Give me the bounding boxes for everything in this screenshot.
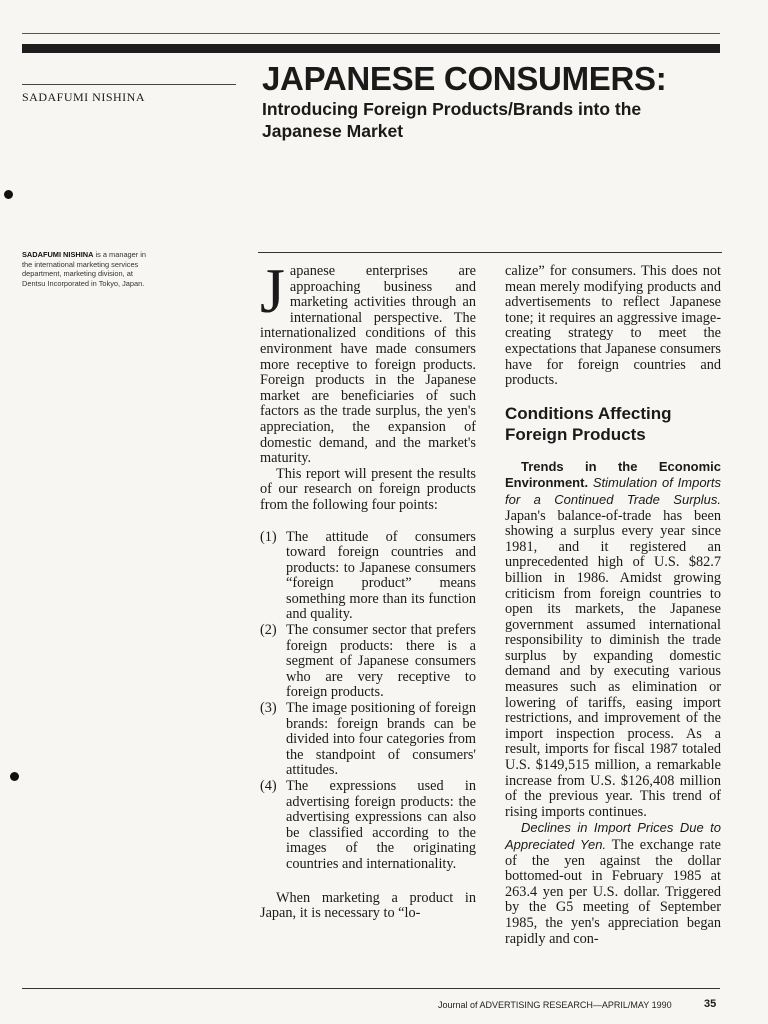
list-number: (1)	[260, 528, 277, 545]
localize-continued: calize” for consumers. This does not mean merely modifying products and advertisements to reflect Japanese tone; it requires an aggressive image-creating strategy to meet the expectations that Japanese consumers have for foreign countries and products.	[505, 263, 721, 389]
column-left	[260, 255, 476, 922]
subsection-heading: Trends in the Economic Environment.	[505, 458, 721, 491]
intro-paragraph	[260, 255, 476, 467]
list-text: The attitude of consumers toward foreign countries and products: to Japanese consumers “foreign product” means something more than its function and quality.	[286, 528, 476, 623]
column-right	[505, 264, 721, 947]
journal-footer: Journal of ADVERTISING RESEARCH—APRIL/MAY 1990	[438, 1000, 672, 1010]
subsection-subhead: Declines in Import Prices Due to Appreciated Yen.	[505, 820, 721, 852]
author-bio	[22, 250, 152, 288]
points-list	[260, 530, 476, 873]
top-bar	[22, 44, 720, 53]
list-number: (4)	[260, 778, 277, 794]
bio-text: is a manager in the international marketing services department, marketing division, at Dentsu Incorporated in Tokyo, Japan.	[22, 250, 147, 288]
paragraph-text: Japan's balance-of-trade has been showing a surplus every year since 1981, and it registered an unprecedented high of U.S. $82.7 billion in 1986. Amidst growing criticism from foreign countries to open its markets, the Japanese government assumed international responsibility to diminish the trade surplus by expanding domestic demand and by executing various measures such as elimination or lowering of tariffs, easing import restrictions, and improvement of the import inspection process. As a result, imports for fiscal 1987 totaled U.S. $149,515 million, a remarkable increase from U.S. $126,408 million of the previous year. This trend of rising imports continues.	[505, 507, 721, 820]
top-rule	[22, 33, 720, 34]
report-paragraph: This report will present the results of our research on foreign products from the following four points:	[260, 465, 476, 513]
body-top-rule	[258, 252, 722, 253]
localize-paragraph: When marketing a product in Japan, it is necessary to “lo-	[260, 889, 476, 922]
article-title: JAPANESE CONSUMERS:	[262, 60, 667, 97]
list-item	[260, 701, 476, 779]
list-item	[260, 779, 476, 873]
page-number: 35	[704, 998, 717, 1010]
paragraph-text: The exchange rate of the yen against the dollar bottomed-out in February 1985 at 263.4 yen per U.S. dollar. Triggered by the G5 meeting of September 1985, the yen's appreciation began rapidly and con-	[505, 837, 721, 947]
list-item	[260, 530, 476, 624]
bottom-rule	[22, 988, 720, 989]
author-rule	[22, 84, 236, 85]
list-text: The image positioning of foreign brands: foreign brands can be divided into four categories from the standpoint of consumers' attitudes.	[286, 700, 476, 779]
list-text: The expressions used in advertising foreign products: the advertising expressions can also be classified according to the images of the originating countries and internationality.	[286, 778, 476, 872]
import-prices-paragraph	[505, 820, 721, 947]
spacer	[260, 873, 476, 891]
subsection-subhead: Stimulation of Imports for a Continued Trade Surplus.	[505, 475, 721, 507]
economic-trends-paragraph	[505, 459, 721, 821]
punch-hole-mark	[10, 772, 19, 781]
punch-hole-mark	[4, 190, 13, 199]
list-item	[260, 623, 476, 701]
list-number: (2)	[260, 622, 277, 639]
author-name: SADAFUMI NISHINA	[22, 90, 146, 104]
intro-text: apanese enterprises are approaching business and marketing activities through an international perspective. The internationalized conditions of this environment have made consumers more receptive to foreign products. Foreign products in the Japanese market are beneficiaries of such factors as the trade surplus, the yen's appreciation, the expansion of domestic demand, and the market's maturity.	[260, 263, 476, 467]
bio-name: SADAFUMI NISHINA	[22, 250, 94, 259]
list-number: (3)	[260, 700, 277, 717]
drop-cap: J	[260, 255, 285, 326]
article-subtitle: Introducing Foreign Products/Brands into the Japanese Market	[262, 99, 642, 141]
section-heading: Conditions Affecting Foreign Products	[505, 403, 672, 444]
list-text: The consumer sector that prefers foreign products: there is a segment of Japanese consumers who are very receptive to foreign products.	[286, 622, 476, 701]
